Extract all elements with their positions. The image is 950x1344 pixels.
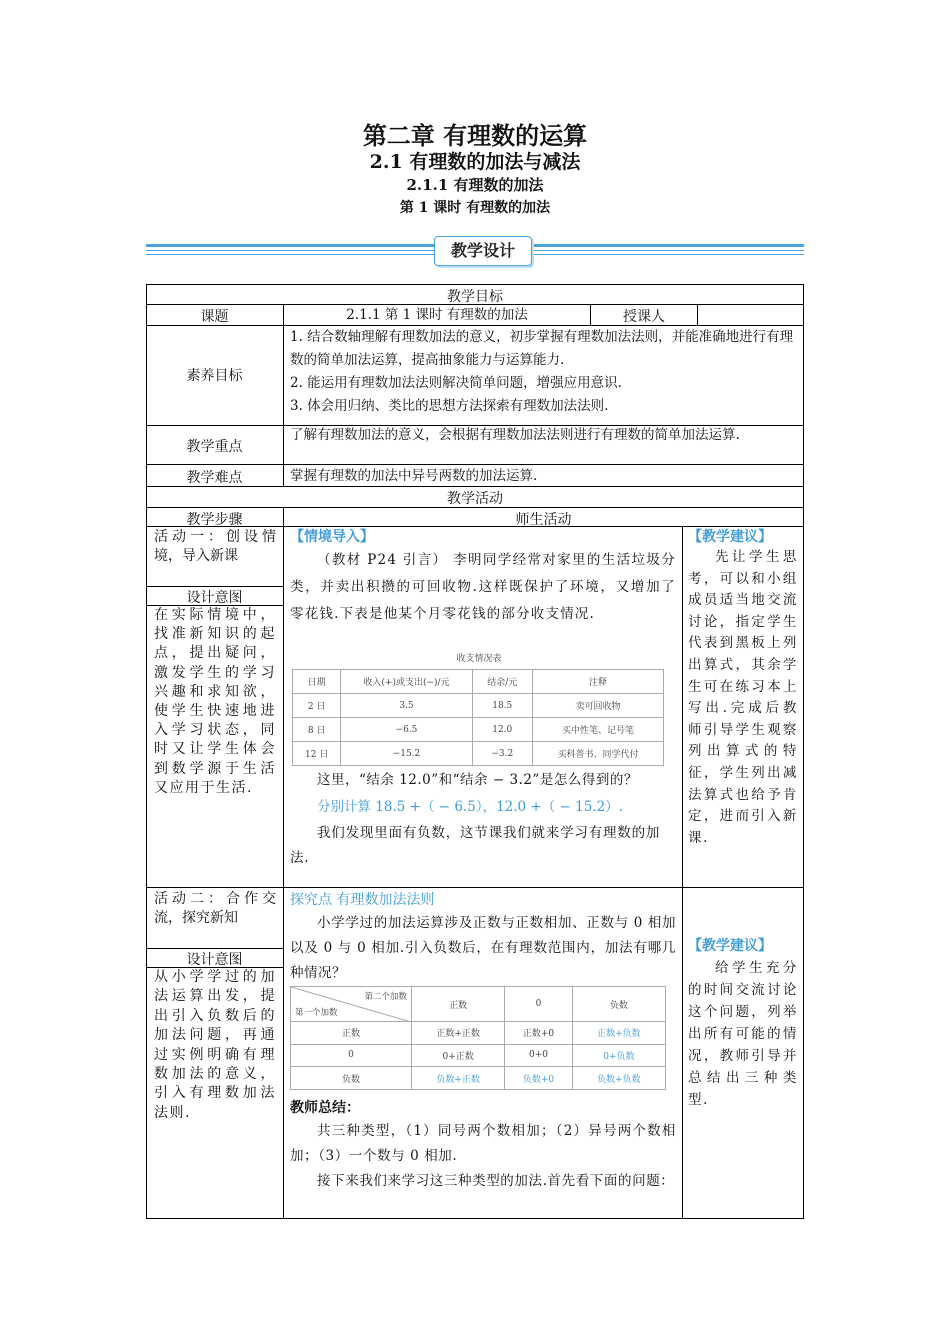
mini-cell: 8 日	[293, 718, 341, 742]
mini-cell: −15.2	[341, 742, 472, 766]
activity2-advice	[688, 935, 798, 1111]
goal-title: 教学目标	[447, 289, 503, 305]
activity2-intent-label: 设计意图	[186, 952, 243, 968]
mini-header: 收入(+)或支出(−)/元	[341, 670, 472, 694]
literacy-goals	[290, 326, 798, 418]
grid-row-head: 0	[291, 1044, 412, 1067]
topic-label: 课题	[200, 309, 229, 325]
literacy-label: 素养目标	[186, 368, 243, 384]
mini-cell: 卖可回收物	[532, 694, 663, 718]
mini-header: 结余/元	[472, 670, 532, 694]
grid-row-header: 第一个加数	[295, 1008, 338, 1018]
activity1-name: 活动一：创设情境，导入新课	[154, 529, 276, 564]
chapter-title: 第二章 有理数的运算	[362, 121, 588, 150]
section-title: 2.1 有理数的加法与减法	[369, 151, 581, 173]
ending-text: 我们发现里面有负数，这节课我们就来学习有理数的加法.	[290, 825, 661, 866]
grid-row-head: 负数	[291, 1067, 412, 1090]
teacher-label: 授课人	[623, 309, 665, 325]
grid-cell: 0+正数	[412, 1044, 505, 1067]
grid-corner	[291, 987, 412, 1022]
steps-label: 教学步骤	[186, 512, 243, 528]
activity2-name: 活动二：合作交流，探究新知	[154, 891, 276, 926]
lesson-title: 第 1 课时 有理数的加法	[399, 200, 551, 216]
banner-label: 教学设计	[434, 236, 532, 266]
advice-tag: 【教学建议】	[688, 938, 772, 954]
summary-label: 教师总结：	[290, 1100, 360, 1116]
mini-cell: 2 日	[293, 694, 341, 718]
grid-cell: 0+0	[505, 1044, 573, 1067]
summary-text: 共三种类型，（1）同号两个数相加；（2）异号两个数相加；（3）一个数与 0 相加.	[290, 1123, 676, 1164]
grid-col-header: 第二个加数	[364, 992, 407, 1002]
grid-cell: 负数+正数	[412, 1067, 505, 1090]
explore-text: 小学学过的加法运算涉及正数与正数相加、正数与 0 相加以及 0 与 0 相加.引入负数后，在有理数范围内，加法有哪几种情况？	[290, 915, 676, 981]
literacy-goal-3: 3. 体会用归纳、类比的思想方法探索有理数加法法则.	[290, 398, 609, 414]
advice-text: 先让学生思考，可以和小组成员适当地交流讨论，指定学生代表到黑板上列出算式，其余学生可在练习本上写出.完成后教师引导学生观察列出算式的特征，学生列出减法算式也给予肯定，进而引入新课.	[688, 549, 798, 846]
mini-cell: 买科普书、同学代付	[532, 742, 663, 766]
advice-tag: 【教学建议】	[688, 529, 772, 545]
grid-cell: 正数+正数	[412, 1022, 505, 1045]
mini-header: 日期	[293, 670, 341, 694]
mini-table-title: 收支情况表	[456, 654, 502, 664]
activity-title: 教学活动	[447, 491, 503, 507]
activity1-advice	[688, 527, 798, 849]
subsection-title: 2.1.1 有理数的加法	[406, 176, 544, 194]
key-label: 教学重点	[186, 439, 243, 455]
grid-row-head: 正数	[291, 1022, 412, 1045]
teaching-design-banner	[146, 236, 804, 266]
literacy-goal-2: 2. 能运用有理数加法法则解决简单问题，增强应用意识.	[290, 375, 622, 391]
activity2-content	[290, 889, 676, 986]
mini-cell: 3.5	[341, 694, 472, 718]
mini-cell: 12.0	[472, 718, 532, 742]
mini-cell: −6.5	[341, 718, 472, 742]
situation-text: （教材 P24 引言） 李明同学经常对家里的生活垃圾分类，并卖出积攒的可回收物.这样既保护了环境，又增加了零花钱.下表是他某个月零花钱的部分收支情况.	[290, 552, 676, 622]
mini-cell: 12 日	[293, 742, 341, 766]
teacher-student-label: 师生活动	[515, 512, 572, 528]
key-value: 了解有理数加法的意义，会根据有理数加法法则进行有理数的简单加法运算.	[290, 427, 740, 443]
literacy-goal-1: 1. 结合数轴理解有理数加法的意义，初步掌握有理数加法法则，并能准确地进行有理数的简单加法运算，提高抽象能力与运算能力.	[290, 329, 794, 368]
grid-cell: 0+负数	[572, 1044, 665, 1067]
activity1-question	[290, 768, 676, 871]
mini-cell: −3.2	[472, 742, 532, 766]
grid-cell: 正数+0	[505, 1022, 573, 1045]
grid-col: 0	[505, 987, 573, 1022]
topic-value: 2.1.1 第 1 课时 有理数的加法	[346, 307, 528, 323]
explore-title: 探究点 有理数加法法则	[290, 892, 435, 908]
grid-cell: 负数+0	[505, 1067, 573, 1090]
income-expense-table	[292, 669, 664, 766]
grid-cell: 负数+负数	[572, 1067, 665, 1090]
activity2-intent: 从小学学过的加法运算出发，提出引入负数后的加法问题，再通过实例明确有理数加法的意义，引入有理数加法法则.	[154, 969, 276, 1121]
grid-col: 正数	[412, 987, 505, 1022]
mini-cell: 买中性笔、记号笔	[532, 718, 663, 742]
difficult-value: 掌握有理数的加法中异号两数的加法运算.	[290, 468, 538, 484]
activity1-intent: 在实际情境中，找准新知识的起点，提出疑问，激发学生的学习兴趣和求知欲，使学生快速地进入学习状态，同时又让学生体会到数学源于生活又应用于生活.	[154, 607, 276, 796]
difficult-label: 教学难点	[186, 470, 243, 486]
activity2-summary	[290, 1097, 676, 1194]
activity1-content	[290, 527, 676, 628]
mini-cell: 18.5	[472, 694, 532, 718]
next-text: 接下来我们来学习这三种类型的加法.首先看下面的问题：	[317, 1173, 675, 1189]
situation-tag: 【情境导入】	[290, 529, 374, 545]
calc-text: 分别计算 18.5 +（ − 6.5），12.0 +（ − 15.2）.	[317, 799, 623, 815]
grid-cell: 正数+负数	[572, 1022, 665, 1045]
mini-header: 注释	[532, 670, 663, 694]
addition-cases-grid	[290, 986, 666, 1090]
advice-text: 给学生充分的时间交流讨论这个问题，列举出所有可能的情况，教师引导并总结出三种类型.	[688, 960, 798, 1108]
question-text: 这里，“结余 12.0”和“结余 − 3.2”是怎么得到的？	[317, 772, 638, 788]
activity1-intent-label: 设计意图	[186, 590, 243, 606]
grid-col: 负数	[572, 987, 665, 1022]
